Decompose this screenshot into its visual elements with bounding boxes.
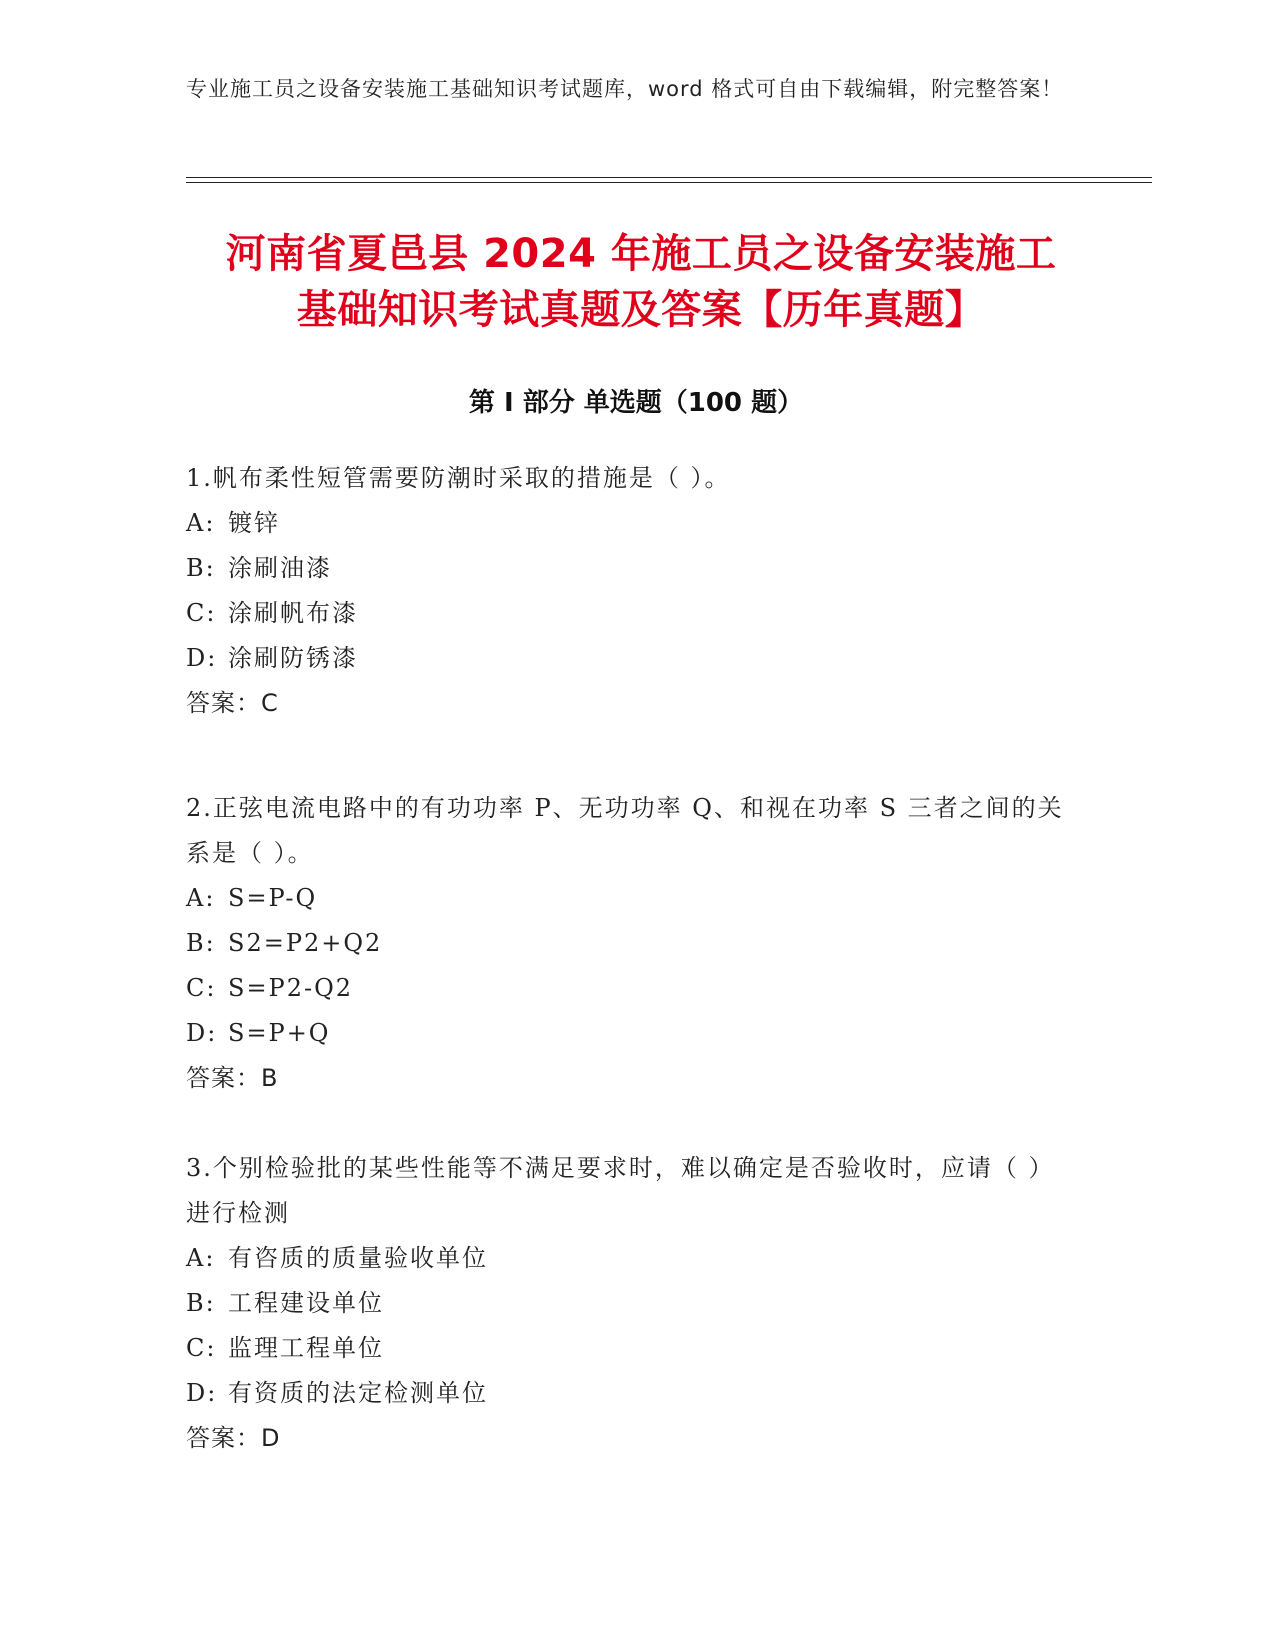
option-b xyxy=(186,546,1066,591)
option-text: 有咨质的质量验收单位 xyxy=(228,1244,488,1272)
option-text: 工程建设单位 xyxy=(228,1289,384,1317)
option-letter: B: xyxy=(186,1289,216,1317)
option-a xyxy=(186,1236,1066,1281)
option-c xyxy=(186,966,1066,1011)
option-letter: C: xyxy=(186,599,217,627)
option-b xyxy=(186,1281,1066,1326)
option-letter: C: xyxy=(186,1334,217,1362)
answer: 答案：C xyxy=(186,689,279,717)
section-title: 第 I 部分 单选题（100 题） xyxy=(468,388,804,418)
option-letter: C: xyxy=(186,974,217,1002)
answer: 答案：D xyxy=(186,1424,281,1452)
option-b xyxy=(186,921,1066,966)
option-letter: B: xyxy=(186,929,216,957)
question-1 xyxy=(186,456,1066,726)
option-d xyxy=(186,1371,1066,1416)
header-rule-thin xyxy=(186,182,1152,183)
header-note: 专业施工员之设备安装施工基础知识考试题库，word 格式可自由下载编辑，附完整答案！ xyxy=(186,77,1064,101)
option-text: S2=P2+Q2 xyxy=(228,929,383,957)
option-text: 监理工程单位 xyxy=(228,1334,384,1362)
document-title-line-2: 基础知识考试真题及答案【历年真题】 xyxy=(296,287,986,333)
option-text: S=P+Q xyxy=(228,1019,331,1047)
option-text: 有资质的法定检测单位 xyxy=(228,1379,488,1407)
option-c xyxy=(186,591,1066,636)
answer: 答案：B xyxy=(186,1064,279,1092)
option-text: S=P2-Q2 xyxy=(228,974,354,1002)
question-stem: 1.帆布柔性短管需要防潮时采取的措施是（ ）。 xyxy=(186,464,731,492)
option-text: 涂刷帆布漆 xyxy=(228,599,358,627)
option-text: 涂刷油漆 xyxy=(228,554,332,582)
question-stem: 3.个别检验批的某些性能等不满足要求时，难以确定是否验收时，应请（ ）进行检测 xyxy=(186,1154,1055,1227)
header-rule-thick xyxy=(186,177,1152,178)
option-text: 镀锌 xyxy=(228,509,280,537)
question-3 xyxy=(186,1146,1066,1461)
option-d xyxy=(186,636,1066,681)
option-letter: D: xyxy=(186,1019,218,1047)
option-letter: D: xyxy=(186,1379,218,1407)
question-stem: 2.正弦电流电路中的有功功率 P、无功功率 Q、和视在功率 S 三者之间的关系是（ ）。 xyxy=(186,794,1064,867)
option-letter: A: xyxy=(186,1244,216,1272)
document-title xyxy=(176,226,1106,338)
option-letter: A: xyxy=(186,509,216,537)
option-text: 涂刷防锈漆 xyxy=(228,644,358,672)
option-a xyxy=(186,876,1066,921)
document-title-line-1: 河南省夏邑县 2024 年施工员之设备安装施工 xyxy=(225,231,1057,277)
option-c xyxy=(186,1326,1066,1371)
question-2 xyxy=(186,786,1066,1101)
option-text: S=P-Q xyxy=(228,884,318,912)
option-letter: A: xyxy=(186,884,216,912)
option-a xyxy=(186,501,1066,546)
option-letter: D: xyxy=(186,644,218,672)
option-letter: B: xyxy=(186,554,216,582)
option-d xyxy=(186,1011,1066,1056)
